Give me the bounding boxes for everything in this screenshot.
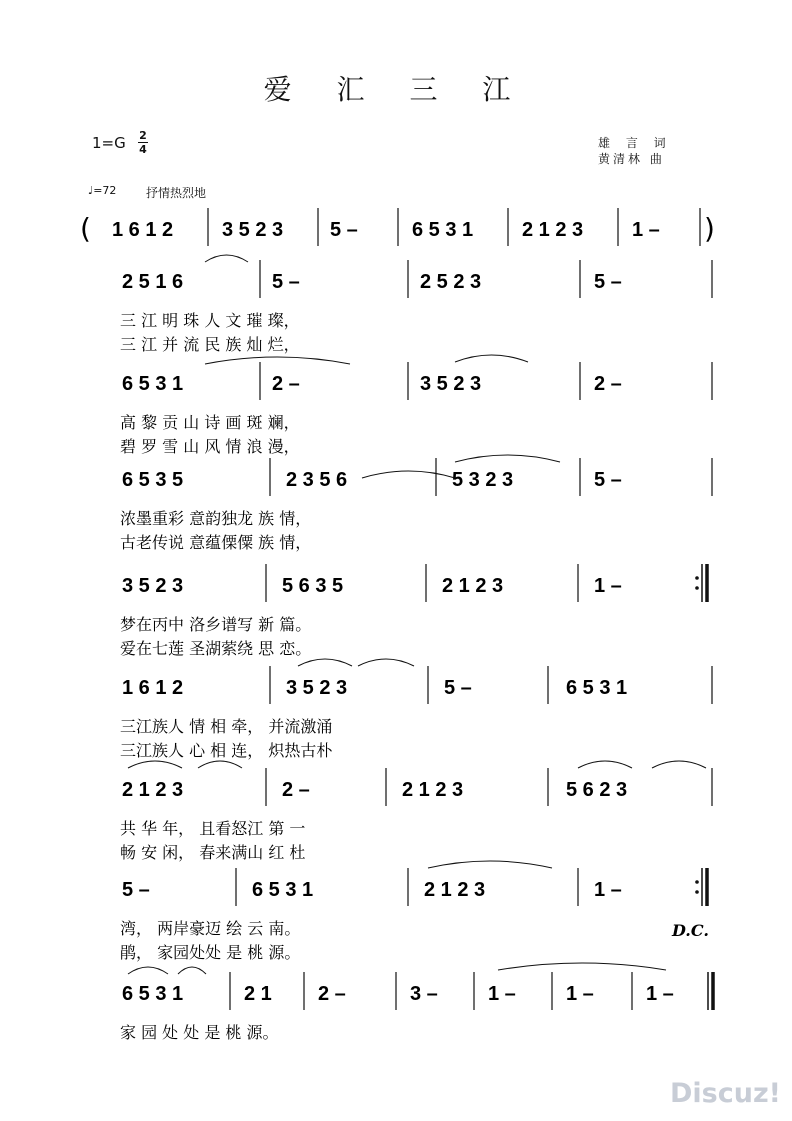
lyric-verse-1: 三江族人 情 相 牵， 并流激涌 <box>120 717 333 736</box>
slur <box>128 967 168 974</box>
slur <box>205 357 350 364</box>
slur <box>455 455 560 462</box>
measure-notes: 1 6 1 2 <box>112 219 174 241</box>
measure-notes: 2 3 5 6 <box>286 469 348 491</box>
measure-notes: 2 – <box>272 373 300 395</box>
lyric-verse-1: 湾， 两岸豪迈 绘 云 南。 <box>120 919 301 938</box>
time-signature-bottom: 4 <box>139 143 147 156</box>
measure-notes: 5 – <box>122 879 150 901</box>
lyric-verse-2: 鹃， 家园处处 是 桃 源。 <box>120 943 301 962</box>
measure-notes: 5 – <box>272 271 300 293</box>
measure-notes: 5 – <box>594 271 622 293</box>
measure-notes: 5 6 3 5 <box>282 575 344 597</box>
measure-notes: 1 – <box>594 879 622 901</box>
lyric-verse-2: 爱在七莲 圣湖萦绕 思 恋。 <box>120 639 312 658</box>
measure-notes: 3 5 2 3 <box>286 677 348 699</box>
intro-paren-close: ) <box>704 212 715 245</box>
measure-notes: 1 – <box>488 983 516 1005</box>
measure-notes: 1 – <box>646 983 674 1005</box>
lyric-verse-1: 共 华 年， 且看怒江 第 一 <box>120 819 306 838</box>
tempo-mark: ♩=72 <box>88 184 117 197</box>
measure-notes: 2 – <box>318 983 346 1005</box>
slur <box>428 861 552 868</box>
slur <box>298 659 352 666</box>
lyric-verse-2: 三 江 并 流 民 族 灿 烂， <box>120 335 300 354</box>
measure-notes: 2 1 2 3 <box>424 879 486 901</box>
slur <box>205 255 248 262</box>
lyric-verse-2: 三江族人 心 相 连， 炽热古朴 <box>120 741 333 760</box>
measure-notes: 2 – <box>282 779 310 801</box>
measure-notes: 1 – <box>594 575 622 597</box>
measure-notes: 6 5 3 1 <box>412 219 474 241</box>
measure-notes: 5 – <box>444 677 472 699</box>
measure-notes: 2 1 2 3 <box>122 779 184 801</box>
measure-notes: 1 – <box>632 219 660 241</box>
slur <box>362 471 455 478</box>
measure-notes: 2 5 2 3 <box>420 271 482 293</box>
repeat-dot <box>695 880 699 884</box>
slur <box>652 761 706 768</box>
measure-notes: 2 1 2 3 <box>522 219 584 241</box>
measure-notes: 5 – <box>594 469 622 491</box>
slur <box>498 963 666 970</box>
repeat-dot <box>695 586 699 590</box>
slur <box>128 761 182 768</box>
dc-mark: D.C. <box>672 921 709 940</box>
measure-notes: 3 5 2 3 <box>222 219 284 241</box>
slur <box>198 761 242 768</box>
measure-notes: 2 5 1 6 <box>122 271 184 293</box>
lyric-verse-1: 梦在丙中 洛乡谱写 新 篇。 <box>120 615 312 634</box>
measure-notes: 1 6 1 2 <box>122 677 184 699</box>
lyric-verse-2: 碧 罗 雪 山 风 情 浪 漫， <box>120 437 300 456</box>
measure-notes: 5 3 2 3 <box>452 469 514 491</box>
slur <box>178 967 206 974</box>
song-title: 爱 汇 三 江 <box>263 73 529 106</box>
lyric-verse-1: 家 园 处 处 是 桃 源。 <box>120 1023 279 1042</box>
intro-paren-open: ( <box>80 212 91 245</box>
lyric-verse-1: 高 黎 贡 山 诗 画 斑 斓， <box>120 413 300 432</box>
slur <box>578 761 632 768</box>
slur <box>455 355 528 362</box>
measure-notes: 2 1 2 3 <box>442 575 504 597</box>
composer-credit: 黄清林 曲 <box>598 152 665 166</box>
measure-notes: 3 5 2 3 <box>122 575 184 597</box>
discuz-watermark: Discuz! <box>670 1078 781 1109</box>
measure-notes: 1 – <box>566 983 594 1005</box>
measure-notes: 6 5 3 5 <box>122 469 184 491</box>
key-signature: 1=G <box>92 134 126 152</box>
measure-notes: 2 1 <box>244 983 272 1005</box>
measure-notes: 2 – <box>594 373 622 395</box>
repeat-dot <box>695 890 699 894</box>
lyricist-credit: 雄 言 词 <box>598 136 672 150</box>
measure-notes: 5 – <box>330 219 358 241</box>
measure-notes: 3 5 2 3 <box>420 373 482 395</box>
measure-notes: 6 5 3 1 <box>122 983 184 1005</box>
measure-notes: 3 – <box>410 983 438 1005</box>
lyric-verse-2: 畅 安 闲， 春来满山 红 杜 <box>120 843 306 862</box>
repeat-dot <box>695 576 699 580</box>
measure-notes: 5 6 2 3 <box>566 779 628 801</box>
lyric-verse-2: 古老传说 意蕴傈僳 族 情， <box>120 533 312 552</box>
lyric-verse-1: 浓墨重彩 意韵独龙 族 情， <box>120 509 312 528</box>
lyric-verse-1: 三 江 明 珠 人 文 璀 璨， <box>120 311 300 330</box>
time-signature-top: 2 <box>139 129 147 142</box>
slur <box>358 659 414 666</box>
measure-notes: 6 5 3 1 <box>122 373 184 395</box>
measure-notes: 2 1 2 3 <box>402 779 464 801</box>
tempo-description: 抒情热烈地 <box>146 186 207 200</box>
measure-notes: 6 5 3 1 <box>252 879 314 901</box>
measure-notes: 6 5 3 1 <box>566 677 628 699</box>
